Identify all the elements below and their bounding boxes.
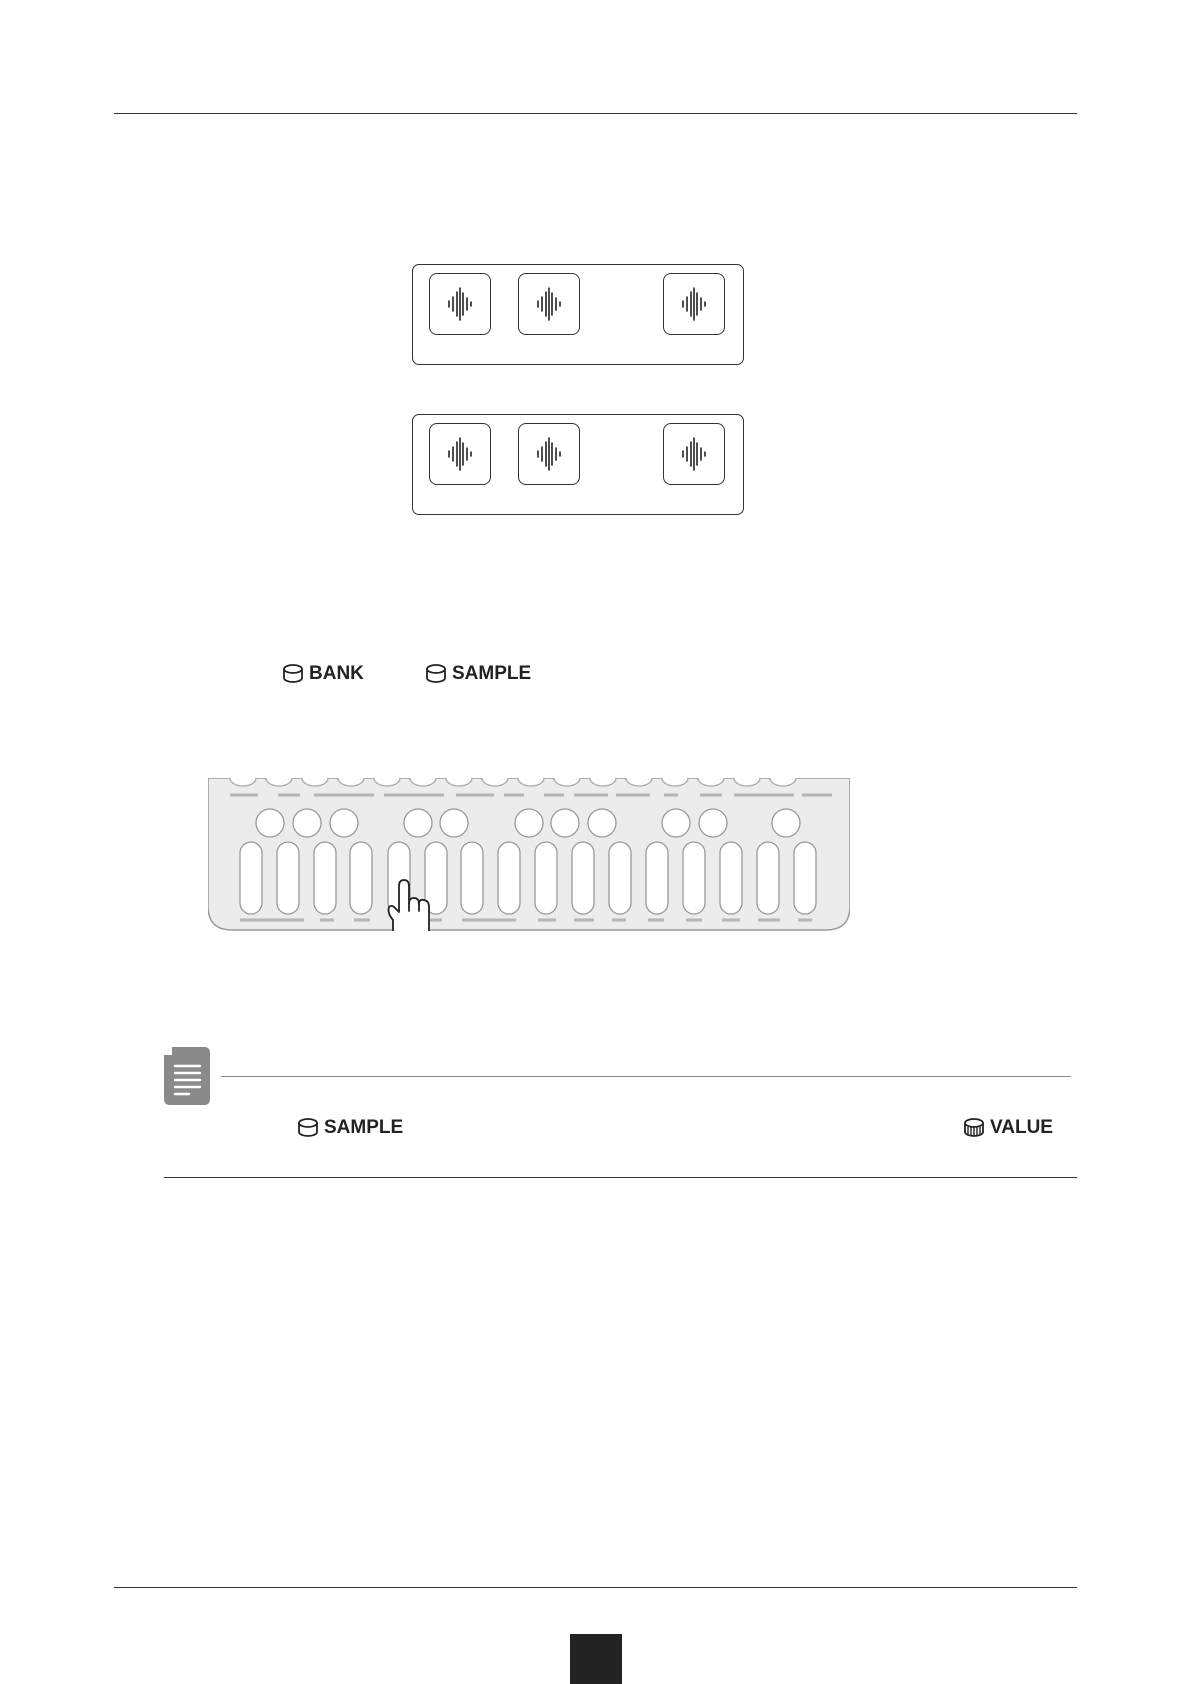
bank-button-icon (282, 663, 304, 685)
note-bottom-rule (164, 1177, 1077, 1178)
sample-pad[interactable] (429, 273, 491, 335)
value-knob-icon (963, 1117, 985, 1139)
round-button (256, 809, 284, 837)
key (646, 842, 668, 914)
waveform-icon (681, 287, 707, 321)
note-value-label: VALUE (990, 1117, 1053, 1138)
sample-pad[interactable] (663, 273, 725, 335)
key (609, 842, 631, 914)
key (461, 842, 483, 914)
waveform-icon (447, 287, 473, 321)
round-button (662, 809, 690, 837)
round-button (551, 809, 579, 837)
key (572, 842, 594, 914)
round-button (330, 809, 358, 837)
round-button (588, 809, 616, 837)
waveform-icon (681, 437, 707, 471)
key (277, 842, 299, 914)
bank-label: BANK (309, 663, 364, 684)
round-button (772, 809, 800, 837)
sample-button-reference (425, 661, 531, 687)
key (498, 842, 520, 914)
device-body (208, 778, 850, 930)
note-icon (164, 1047, 210, 1105)
bank-button-reference (282, 661, 364, 687)
device-illustration (208, 778, 850, 931)
waveform-icon (447, 437, 473, 471)
round-button (440, 809, 468, 837)
round-buttons (256, 809, 800, 837)
footer-rule (114, 1587, 1077, 1588)
sample-pad[interactable] (663, 423, 725, 485)
page-number-box (570, 1634, 622, 1684)
sample-pad[interactable] (518, 423, 580, 485)
sample-label: SAMPLE (452, 663, 532, 684)
round-button (404, 809, 432, 837)
key (794, 842, 816, 914)
round-button (515, 809, 543, 837)
key (720, 842, 742, 914)
note-value-knob-reference (963, 1115, 1053, 1141)
key (240, 842, 262, 914)
note-divider (221, 1076, 1071, 1077)
sample-pad[interactable] (429, 423, 491, 485)
key (535, 842, 557, 914)
sample-pad[interactable] (518, 273, 580, 335)
waveform-icon (536, 287, 562, 321)
key (350, 842, 372, 914)
round-button (293, 809, 321, 837)
header-rule (114, 113, 1077, 114)
key (683, 842, 705, 914)
key (314, 842, 336, 914)
note-sample-label: SAMPLE (324, 1117, 404, 1138)
key (757, 842, 779, 914)
sample-button-icon (425, 663, 447, 685)
round-button (699, 809, 727, 837)
sample-button-icon (297, 1117, 319, 1139)
sample-pad-group-top (412, 264, 744, 365)
waveform-icon (536, 437, 562, 471)
sample-pad-group-bottom (412, 414, 744, 515)
note-sample-button-reference (297, 1115, 403, 1141)
